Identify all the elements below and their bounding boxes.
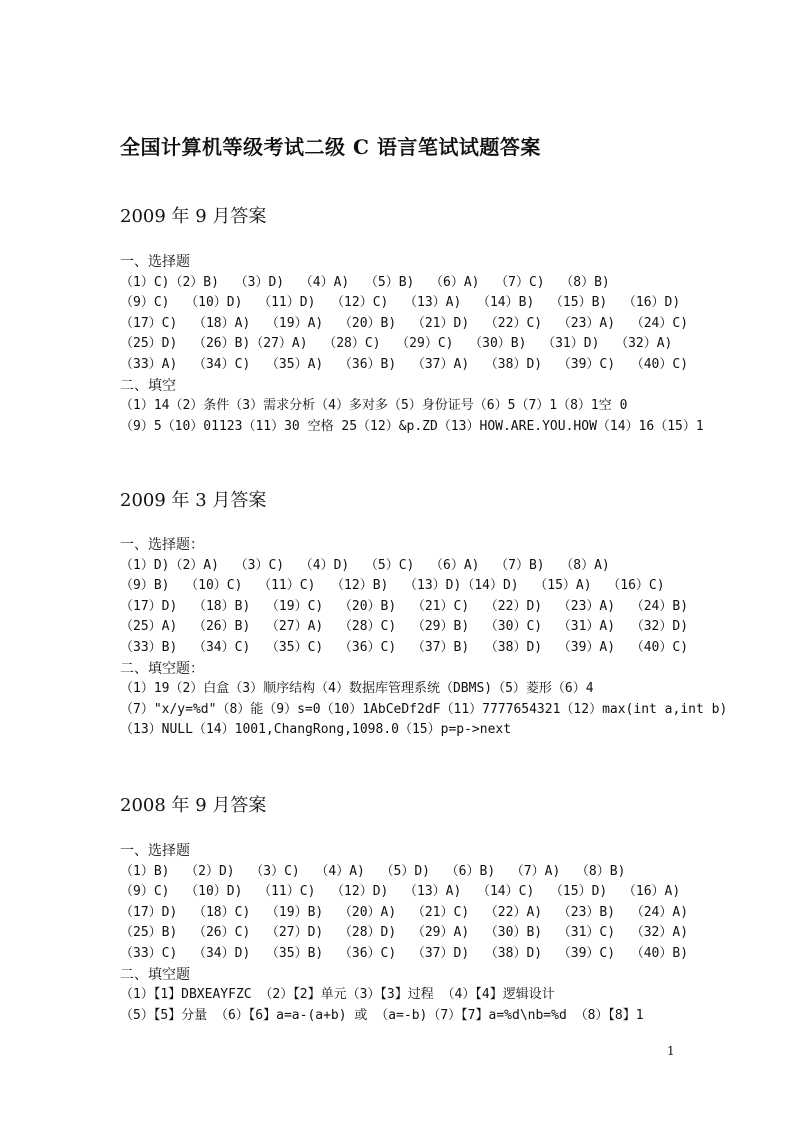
answer-line: （7）"x/y=%d"（8）能（9）s=0（10）1AbCeDf2dF（11）7777654321（12）max(int a,int b) (120, 701, 728, 717)
answer-line: （33）B) （34）C) （35）C) （36）C) （37）B) （38）D) （39）A) （40）C) (120, 639, 689, 655)
page-title: 全国计算机等级考试二级 C 语言笔试试题答案 (120, 135, 541, 159)
answer-line: （25）A) （26）B) （27）A) （28）C) （29）B) （30）C) （31）A) （32）D) (120, 619, 689, 635)
answer-line: （9）C) （10）D) （11）D) （12）C) （13）A) （14）B) （15）B) （16）D) (120, 295, 681, 311)
section-heading-2009-09: 2009 年 9 月答案 (120, 206, 267, 227)
answers-2008-09 (120, 841, 688, 1026)
answer-line: （1）D)（2）A) （3）C) （4）D) （5）C) （6）A) （7）B) （8）A) (120, 557, 610, 573)
answer-line: （33）C) （34）D) （35）B) （36）C) （37）D) （38）D) （39）C) （40）B) (120, 945, 689, 961)
answer-line: （25）D) （26）B)（27）A) （28）C) （29）C) （30）B) （31）D) （32）A) (120, 336, 673, 352)
choice-heading: 一、选择题 (120, 843, 190, 859)
choice-heading: 一、选择题 (120, 254, 190, 270)
answer-line: （33）A) （34）C) （35）A) （36）B) （37）A) （38）D) （39）C) （40）C) (120, 356, 689, 372)
fill-heading: 二、填空 (120, 377, 176, 394)
answer-line: （1）14（2）条件（3）需求分析（4）多对多（5）身份证号（6）5（7）1（8）1空 0 (120, 398, 628, 414)
answers-2009-03 (120, 535, 727, 741)
answers-2009-09 (120, 252, 704, 437)
answer-line: （17）C) （18）A) （19）A) （20）B) （21）D) （22）C) （23）A) （24）C) (120, 315, 689, 331)
answer-line: （9）5（10）01123（11）30 空格 25（12）&p.ZD（13）HOW.ARE.YOU.HOW（14）16（15）1 (120, 418, 704, 434)
fill-heading: 二、填空题 (120, 966, 190, 983)
answer-line: （17）D) （18）C) （19）B) （20）A) （21）C) （22）A) （23）B) （24）A) (120, 904, 689, 920)
answer-line: （17）D) （18）B) （19）C) （20）B) （21）C) （22）D) （23）A) （24）B) (120, 598, 689, 614)
section-heading-2008-09: 2008 年 9 月答案 (120, 795, 267, 816)
section-heading-2009-03: 2009 年 3 月答案 (120, 490, 267, 511)
fill-heading: 二、填空题： (120, 660, 204, 677)
choice-heading: 一、选择题： (120, 537, 204, 553)
answer-line: （5）【5】分量 （6）【6】a=a-(a+b) 或 （a=-b)（7）【7】a=%d\nb=%d （8）【8】1 (120, 1007, 644, 1023)
page-number: 1 (667, 1044, 675, 1058)
answer-line: （1）【1】DBXEAYFZC （2）【2】单元（3）【3】过程 （4）【4】逻辑设计 (120, 987, 555, 1003)
answer-line: （1）B) （2）D) （3）C) （4）A) （5）D) （6）B) （7）A) （8）B) (120, 863, 626, 879)
answer-line: （9）B) （10）C) （11）C) （12）B) （13）D)（14）D) （15）A) （16）C) (120, 578, 665, 594)
answer-line: （25）B) （26）C) （27）D) （28）D) （29）A) （30）B) （31）C) （32）A) (120, 925, 689, 941)
answer-line: （1）C)（2）B) （3）D) （4）A) （5）B) （6）A) （7）C) （8）B) (120, 274, 610, 290)
answer-line: （9）C) （10）D) （11）C) （12）D) （13）A) （14）C) （15）D) （16）A) (120, 884, 681, 900)
answer-line: （13）NULL（14）1001,ChangRong,1098.0（15）p=p->next (120, 722, 512, 738)
answer-line: （1）19（2）白盒（3）顺序结构（4）数据库管理系统（DBMS)（5）菱形（6）4 (120, 681, 594, 697)
